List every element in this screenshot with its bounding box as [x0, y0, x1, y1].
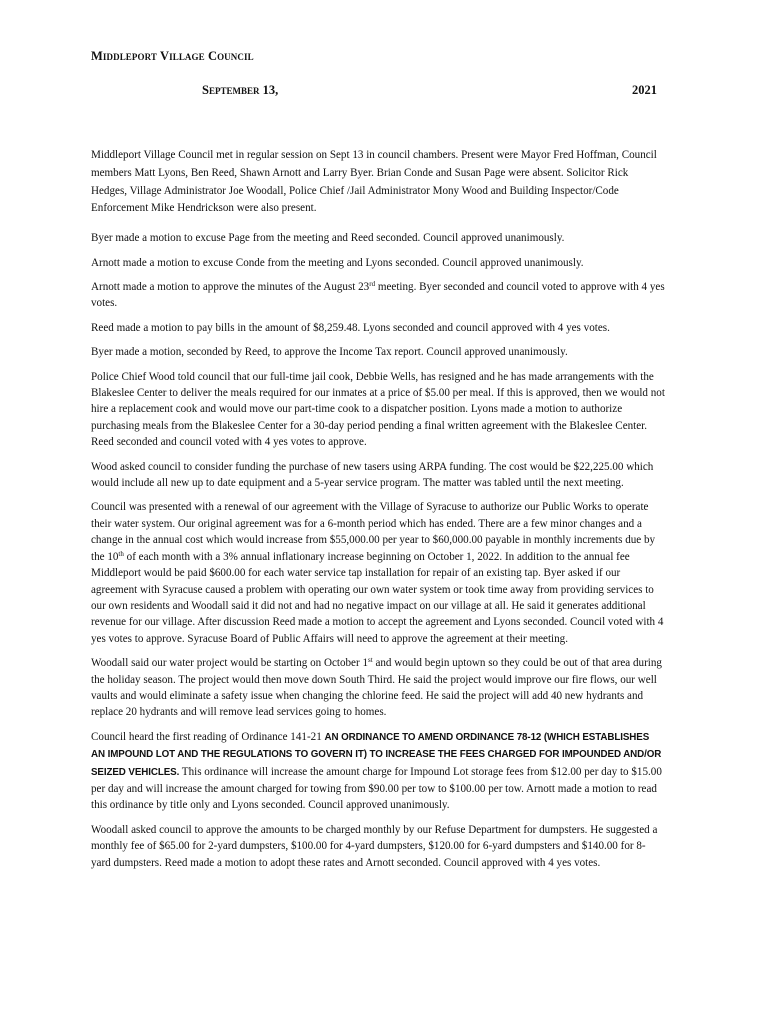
motion-excuse-page: Byer made a motion to excuse Page from the meeting and Reed seconded. Council approved unanimously.: [91, 232, 565, 245]
syracuse-agreement-paragraph: Council was presented with a renewal of our agreement with the Village of Syracuse to authorize our Public Works to operate their water system. Our original agreement was for a 6-month period which has ended. There are a few minor changes and a change in the annual cost which would increase from $55,000.00 per year to $60,000.00 payable in monthly increments due by the 10th of each month with a 3% annual inflationary increase beginning on October 1, 2022. In addition to the annual fee Middleport would be paid $600.00 for each water service tap installation for repair of an existing tap. Byer asked if our agreement with Syracuse caused a problem with operating our own water system or took time away from providing services to our own residents and Woodall said it did not and had no negative impact on our village at all. He said it generates additional revenue for our village. After discussion Reed made a motion to accept the agreement and Lyons seconded. Council voted with 4 yes votes to approve. Syracuse Board of Public Affairs will need to approve the agreement at their meeting.: [91, 501, 664, 645]
motion-approve-minutes: Arnott made a motion to approve the minutes of the August 23rd meeting. Byer seconded and council voted to approve with 4 yes votes.: [91, 280, 665, 310]
attendance-paragraph: Middleport Village Council met in regular session on Sept 13 in council chambers. Present were Mayor Fred Hoffman, Council members Matt Lyons, Ben Reed, Shawn Arnott and Larry Byer. Brian Conde and Susan Page were absent. Solicitor Rick Hedges, Village Administrator Joe Woodall, Police Chief /Jail Administrator Mony Wood and Building Inspector/Code Enforcement Mike Hendrickson were also present.: [91, 149, 657, 215]
motion-excuse-conde: Arnott made a motion to excuse Conde from the meeting and Lyons seconded. Council approved unanimously.: [91, 256, 584, 269]
dumpster-fees-paragraph: Woodall asked council to approve the amounts to be charged monthly by our Refuse Department for dumpsters. He suggested a monthly fee of $65.00 for 2-yard dumpsters, $100.00 for 4-yard dumpsters, $120.00 for 6-yard dumpsters and $140.00 for 8-yard dumpsters. Reed made a motion to adopt these rates and Arnott seconded. Council approved with 4 yes votes.: [91, 823, 658, 869]
meeting-date: September 13,: [202, 83, 279, 97]
motion-income-tax: Byer made a motion, seconded by Reed, to approve the Income Tax report. Council approved unanimously.: [91, 346, 568, 359]
tasers-paragraph: Wood asked council to consider funding the purchase of new tasers using ARPA funding. The cost would be $22,225.00 which would include all new up to date equipment and a 5-year service program. The matter was tabled until the next meeting.: [91, 460, 654, 490]
motion-pay-bills: Reed made a motion to pay bills in the amount of $8,259.48. Lyons seconded and council approved with 4 yes votes.: [91, 321, 610, 334]
jail-cook-paragraph: Police Chief Wood told council that our full-time jail cook, Debbie Wells, has resigned and he has made arrangements with the Blakeslee Center to deliver the meals required for our inmates at a price of $5.00 per meal. If this is approved, then we would not hire a replacement cook and would move our part-time cook to a dispatcher position. Lyons made a motion to authorize purchasing meals from the Blakeslee Center for a 30-day period pending a final written agreement with the Blakeslee Center. Reed seconded and council voted with 4 yes votes to approve.: [91, 370, 665, 449]
water-project-paragraph: Woodall said our water project would be starting on October 1st and would begin uptown so they could be out of that area during the holiday season. The project would then move down South Third. He said the project would improve our fire flows, our well vaults and would eliminate a safety issue when changing the chlorine feed. He said the project will add 40 new hydrants and replace 20 hydrants and will remove lead services going to homes.: [91, 656, 662, 719]
council-heading: Middleport Village Council: [91, 49, 254, 63]
minutes-body: [91, 147, 665, 879]
ordinance-paragraph: Council heard the first reading of Ordinance 141-21 AN ORDINANCE TO AMEND ORDINANCE 78-12 (WHICH ESTABLISHES AN IMPOUND LOT AND THE REGULATIONS TO GOVERN IT) TO INCREASE THE FEES CHARGED FOR IMPOUNDED AND/OR SEIZED VEHICLES. This ordinance will increase the amount charge for Impound Lot storage fees from $12.00 per day to $15.00 per day and will increase the amount charged for towing from $90.00 per tow to $100.00 per tow. Arnott made a motion to read this ordinance by title only and Lyons seconded. Council approved unanimously.: [91, 730, 662, 812]
ordinance-title: AN ORDINANCE TO AMEND ORDINANCE 78-12 (WHICH ESTABLISHES AN IMPOUND LOT AND THE REGULATIONS TO GOVERN IT) TO INCREASE THE FEES CHARGED FOR IMPOUNDED AND/OR SEIZED VEHICLES.: [91, 731, 662, 778]
meeting-year: 2021: [632, 83, 657, 97]
